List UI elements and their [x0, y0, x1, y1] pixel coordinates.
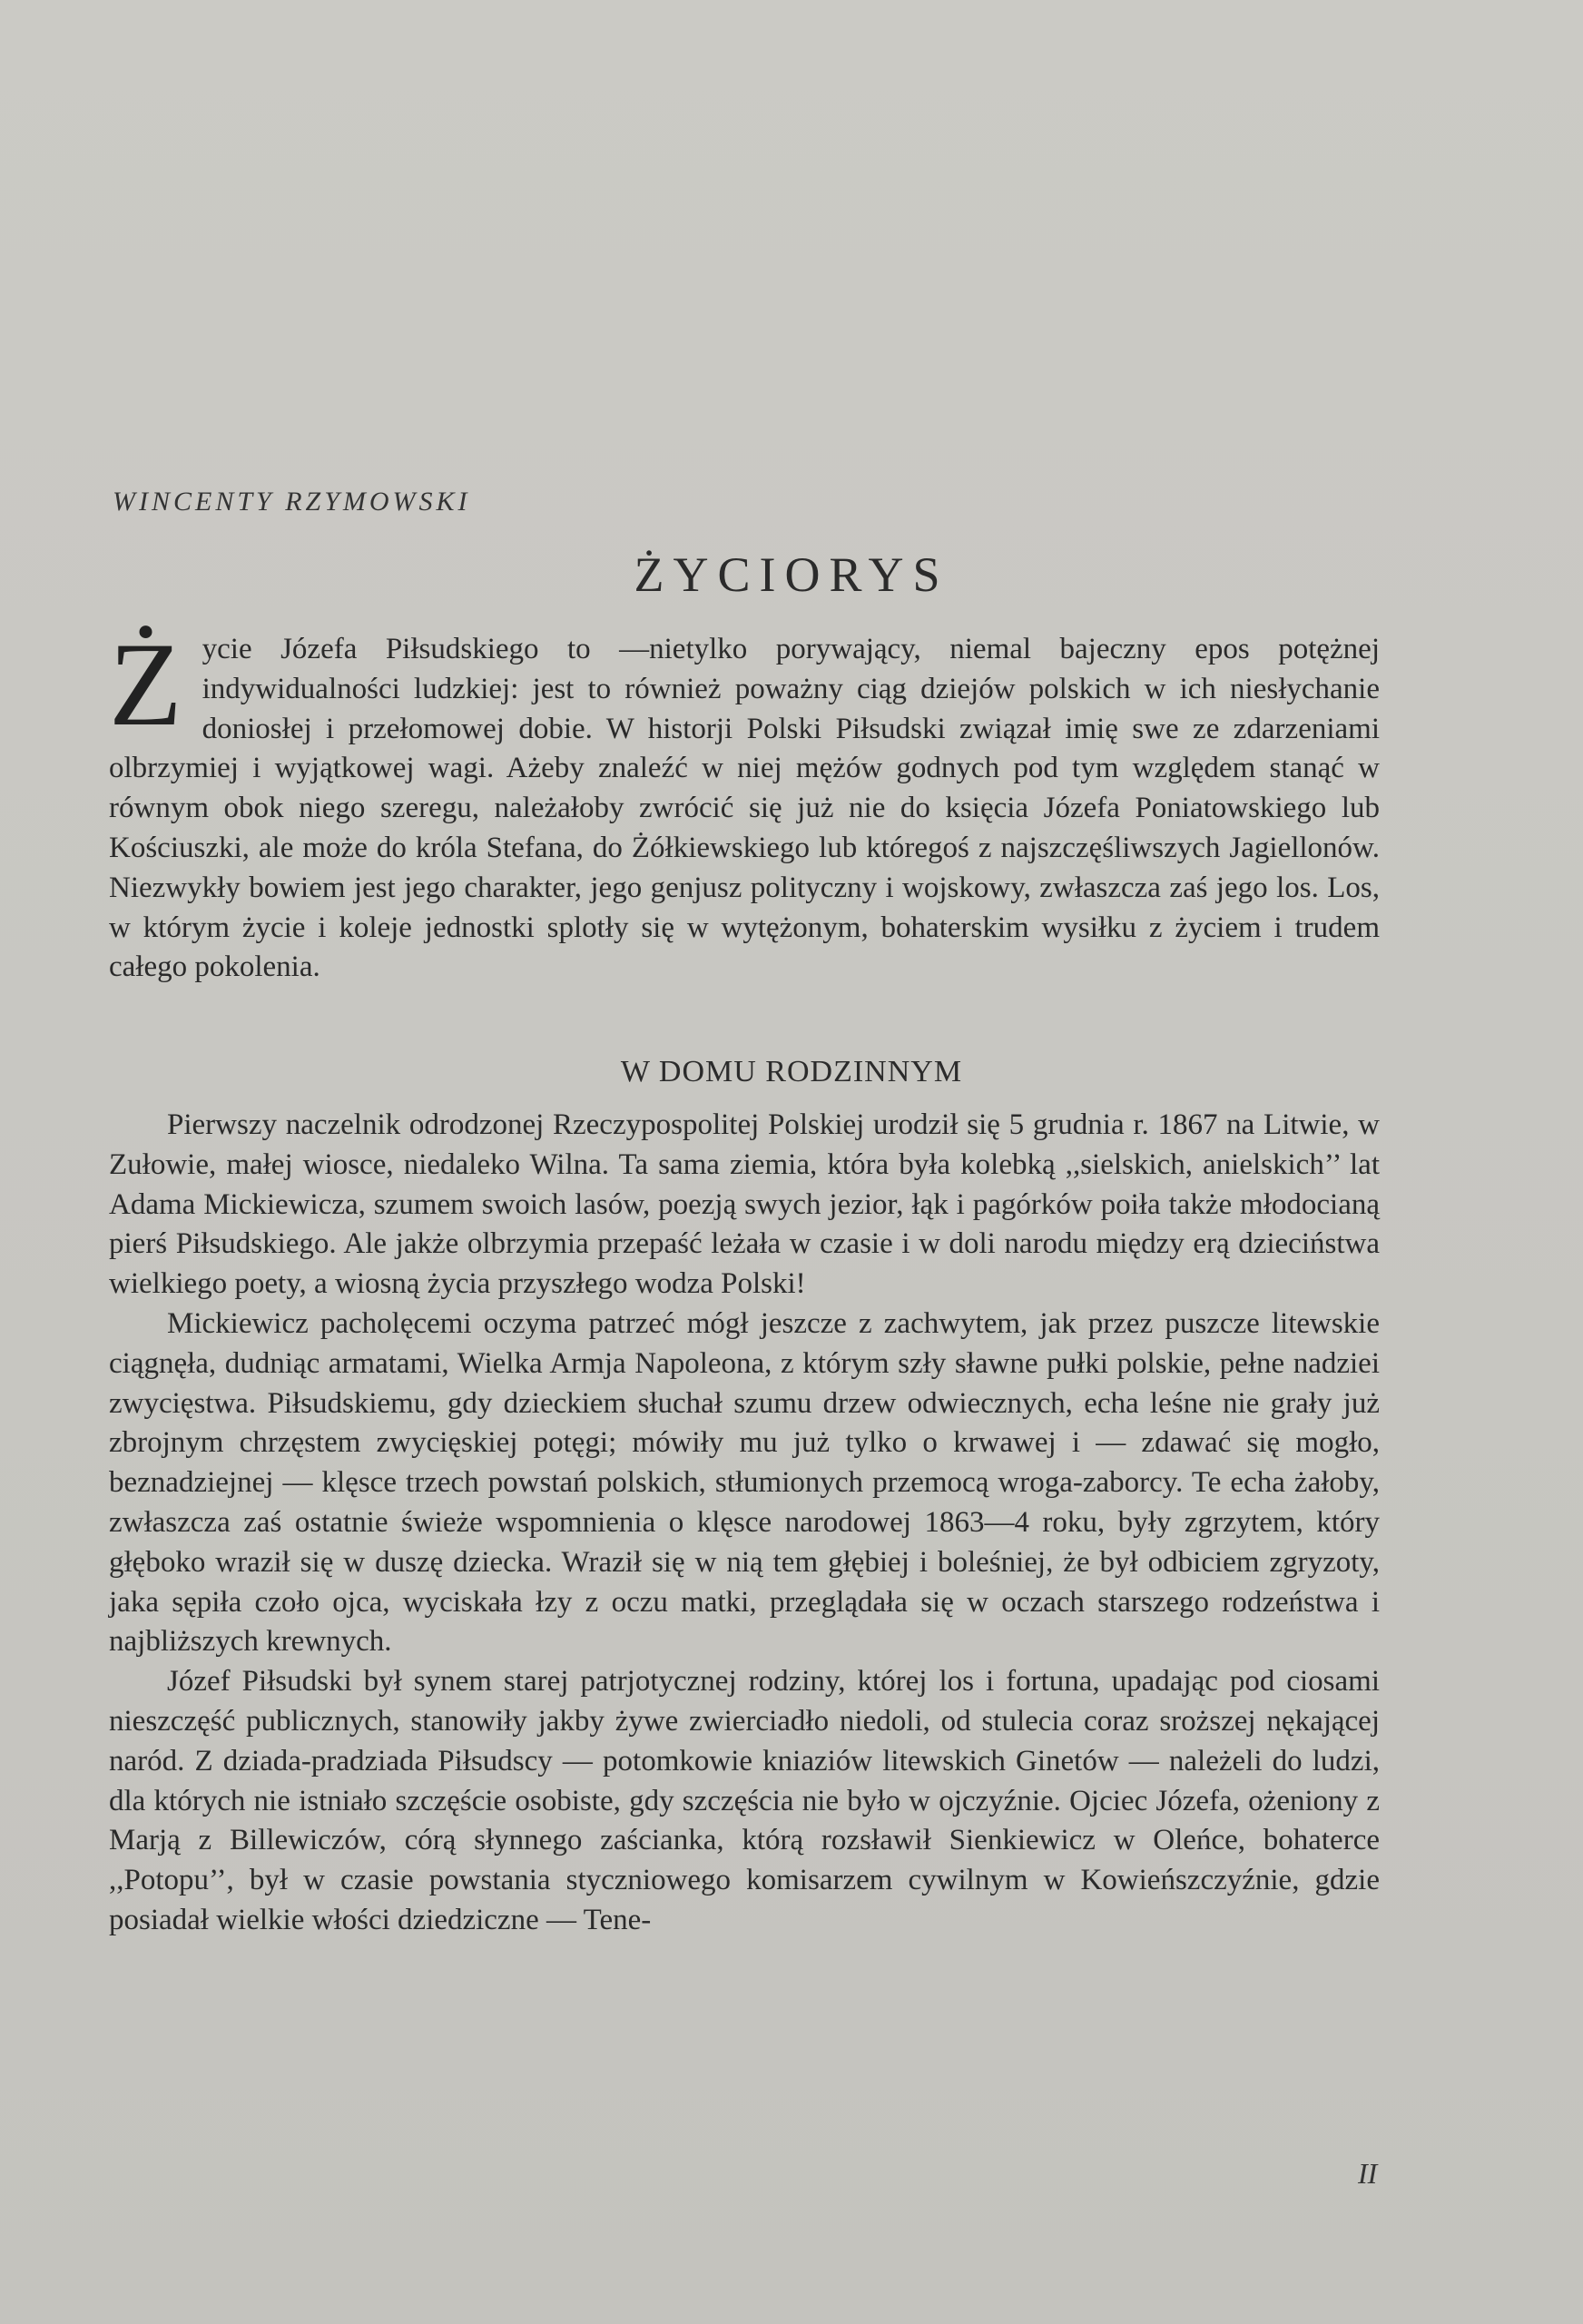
section-heading: W DOMU RODZINNYM: [620, 1055, 963, 1088]
paragraph: Mickiewicz pacholęcemi oczyma patrzeć mógł jeszcze z zachwytem, jak przez puszcze litewskie ciągnęła, dudniąc armatami, Wielka Armja Napoleona, z którym szły sławne pułki polskie, pełne nadziei zwycięstwa. Piłsudskiemu, gdy dzieckiem słuchał szumu drzew odwiecznych, echa leśne nie grały już zbrojnym chrzęstem zwycięskiej potęgi; mówiły mu już tylko o krwawej i — zdawać się mogło, beznadziejnej — klęsce trzech powstań polskich, stłumionych przemocą wroga-zaborcy. Te echa żałoby, zwłaszcza zaś ostatnie świeże wspomnienia o klęsce narodowej 1863—4 roku, były zgrzytem, który głęboko wraził się w duszę dziecka. Wraził się w nią tem głębiej i boleśniej, że był odbiciem zgryzoty, jaka sępiła czoło ojca, wyciskała łzy z oczu matki, przeglądała się w oczach starszego rodzeństwa i najbliższych krewnych.: [109, 1306, 1380, 1659]
intro-text: ycie Józefa Piłsudskiego to —nietylko porywający, niemal bajeczny epos potężnej indywidualności ludzkiej: jest to również poważny ciąg dziejów polskich w ich niesłychanie doniosłej i przełomowej dobie. W historji Polski Piłsudski związał imię swe ze zdarzeniami olbrzymiej i wyjątkowej wagi. Ażeby znaleźć w niej mężów godnych pod tym względem stanąć w równym obok niego szeregu, należałoby zwrócić się już nie do księcia Józefa Poniatowskiego lub Kościuszki, ale może do króla Stefana, do Żółkiewskiego lub któregoś z najszczęśliwszych Jagiellonów. Niezwykły bowiem jest jego charakter, jego genjusz polityczny i wojskowy, zwłaszcza zaś jego los. Los, w którym życie i koleje jednostki splotły się w wytężonym, bohaterskim wysiłku z życiem i trudem całego pokolenia.: [109, 633, 1380, 984]
section-body: [109, 1106, 1380, 1941]
intro-paragraph: [109, 617, 1380, 988]
author-name: WINCENTY RZYMOWSKI: [113, 487, 471, 517]
page-number: II: [1358, 2157, 1378, 2190]
page-title: ŻYCIORYS: [634, 547, 949, 602]
drop-cap: Ż: [109, 617, 182, 751]
paragraph: Pierwszy naczelnik odrodzonej Rzeczypospolitej Polskiej urodził się 5 grudnia r. 1867 na Litwie, w Zułowie, małej wiosce, niedaleko Wilna. Ta sama ziemia, która była kolebką ,,sielskich, anielskich’’ lat Adama Mickiewicza, szumem swoich lasów, poezją swych jezior, łąk i pagórków poiła także młodocianą pierś Piłsudskiego. Ale jakże olbrzymia przepaść leżała w czasie i w doli narodu między erą dzieciństwa wielkiego poety, a wiosną życia przyszłego wodza Polski!: [109, 1108, 1380, 1301]
paragraph: Józef Piłsudski był synem starej patrjotycznej rodziny, której los i fortuna, upadając pod ciosami nieszczęść publicznych, stanowiły jakby żywe zwierciadło niedoli, od stulecia coraz sroższej nękającej naród. Z dziada-pradziada Piłsudscy — potomkowie kniaziów litewskich Ginetów — należeli do ludzi, dla których nie istniało szczęście osobiste, gdy szczęścia nie było w ojczyźnie. Ojciec Józefa, ożeniony z Marją z Billewiczów, córą słynnego zaścianka, którą rozsławił Sienkiewicz w Oleńce, bohaterce ,,Potopu’’, był w czasie powstania styczniowego komisarzem cywilnym w Kowieńszczyźnie, gdzie posiadał wielkie włości dziedziczne — Tene-: [109, 1665, 1380, 1936]
